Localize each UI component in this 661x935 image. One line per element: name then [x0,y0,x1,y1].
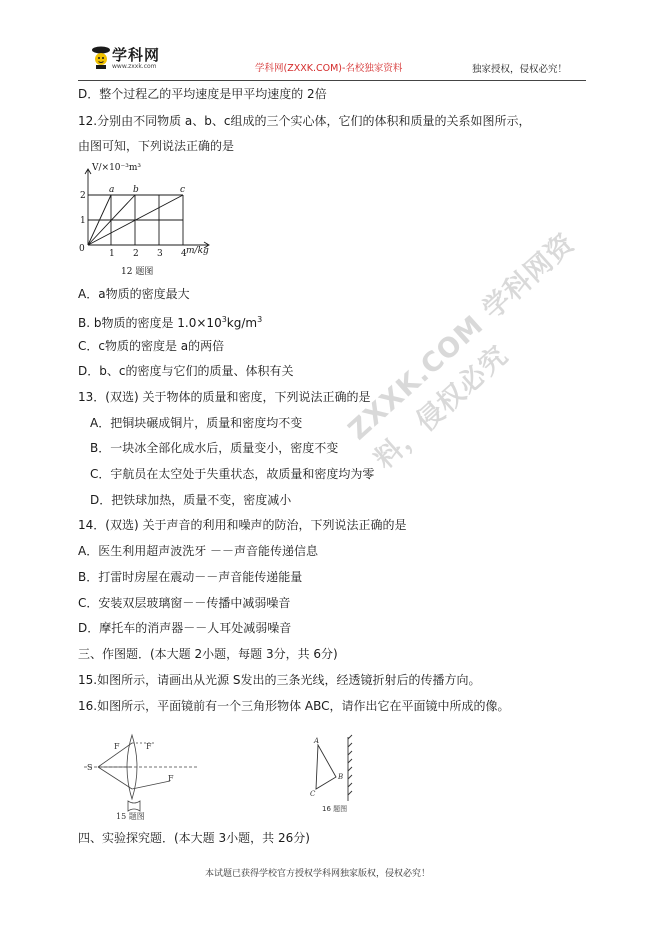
figure-12-caption: 12 题图 [121,267,154,277]
label-b: b [133,185,139,195]
q13-option-a: A．把铜块碾成铜片，质量和密度均不变 [90,416,303,430]
q12-option-b [78,312,262,331]
q14-option-b: B．打雷时房屋在震动－－声音能传递能量 [78,570,303,584]
q12-stem-line1: 12.分别由不同物质 a、b、c组成的三个实心体，它们的体积和质量的关系如图所示， [78,114,531,128]
figure-15-caption: 15 题图 [116,812,145,821]
q12-stem-line2: 由图可知，下列说法正确的是 [78,139,235,153]
header-right-text: 独家授权，侵权必究！ [472,64,568,75]
vertex-b-label: B [338,773,344,781]
figure-15-lens [84,733,204,821]
x-tick-3: 3 [157,249,163,259]
q12-option-b-text: B. b物质的密度是 1.0×10 [78,316,222,330]
header-rule [78,80,586,81]
x-tick-4: 4 [181,249,187,259]
focus-label-3: F [168,774,174,783]
q13-stem: 13．(双选) 关于物体的质量和密度，下列说法正确的是 [78,390,371,404]
origin-label: 0 [79,244,85,254]
y-tick-2: 2 [80,191,86,201]
q14-option-a: A．医生利用超声波洗牙 －－声音能传递信息 [78,544,319,558]
label-a: a [109,185,115,195]
focus-label-1: F [114,742,120,751]
figure-16-caption: 16 题图 [322,805,348,813]
logo-url: www.zxxk.com [112,63,157,70]
q12-option-c: C．c物质的密度是 a的两倍 [78,339,225,353]
q12-option-d: D．b、c的密度与它们的质量、体积有关 [78,364,294,378]
y-axis-label: V/×10⁻³m³ [92,163,142,173]
x-axis-label: m/kg [186,246,209,256]
q16-stem: 16.如图所示，平面镜前有一个三角形物体 ABC，请作出它在平面镜中所成的像。 [78,699,510,713]
section-4-heading: 四、实验探究题．(本大题 3小题，共 26分) [78,831,310,845]
header-center-text: 学科网(ZXXK.COM)-名校独家资料 [255,63,403,74]
watermark: ZXXK.COM 学科网资料，侵权必究 [342,227,581,476]
q14-stem: 14．(双选) 关于声音的利用和噪声的防治，下列说法正确的是 [78,518,407,532]
q12-option-a: A．a物质的密度最大 [78,287,190,301]
triangle-abc [316,745,336,789]
figure-12-graph [76,158,226,280]
y-tick-1: 1 [80,216,86,226]
focus-label-2: F [146,742,152,751]
section-3-heading: 三、作图题．(本大题 2小题，每题 3分，共 6分) [78,647,338,661]
q12-option-b-unit: kg/m [226,316,258,330]
source-s-label: S [87,763,93,772]
q14-option-c: C．安装双层玻璃窗－－传播中减弱噪音 [78,596,291,610]
vertex-c-label: C [310,790,316,798]
x-tick-2: 2 [133,249,139,259]
q15-stem: 15.如图所示，请画出从光源 S发出的三条光线，经透镜折射后的传播方向。 [78,673,481,687]
q11-option-d: D．整个过程乙的平均速度是甲平均速度的 2倍 [78,87,327,101]
x-tick-1: 1 [109,249,115,259]
lens-lower [128,801,140,811]
logo-icon [90,44,112,70]
label-c: c [180,185,186,195]
logo-text: 学科网 [112,46,161,64]
q13-option-d: D．把铁球加热，质量不变，密度减小 [90,493,292,507]
ray-4 [132,781,170,789]
vertex-a-label: A [314,737,320,745]
q12-option-b-unit-exponent: 3 [257,315,263,324]
figure-16-mirror [300,733,370,817]
q12-option-b-exponent: 3 [221,315,227,324]
q14-option-d: D．摩托车的消声器－－人耳处减弱噪音 [78,621,292,635]
page-header [0,0,661,84]
q13-option-b: B．一块冰全部化成水后，质量变小，密度不变 [90,441,339,455]
page-footer: 本试题已获得学校官方授权学科网独家版权，侵权必究！ [205,869,431,879]
q13-option-c: C．宇航员在太空处于失重状态，故质量和密度均为零 [90,467,375,481]
